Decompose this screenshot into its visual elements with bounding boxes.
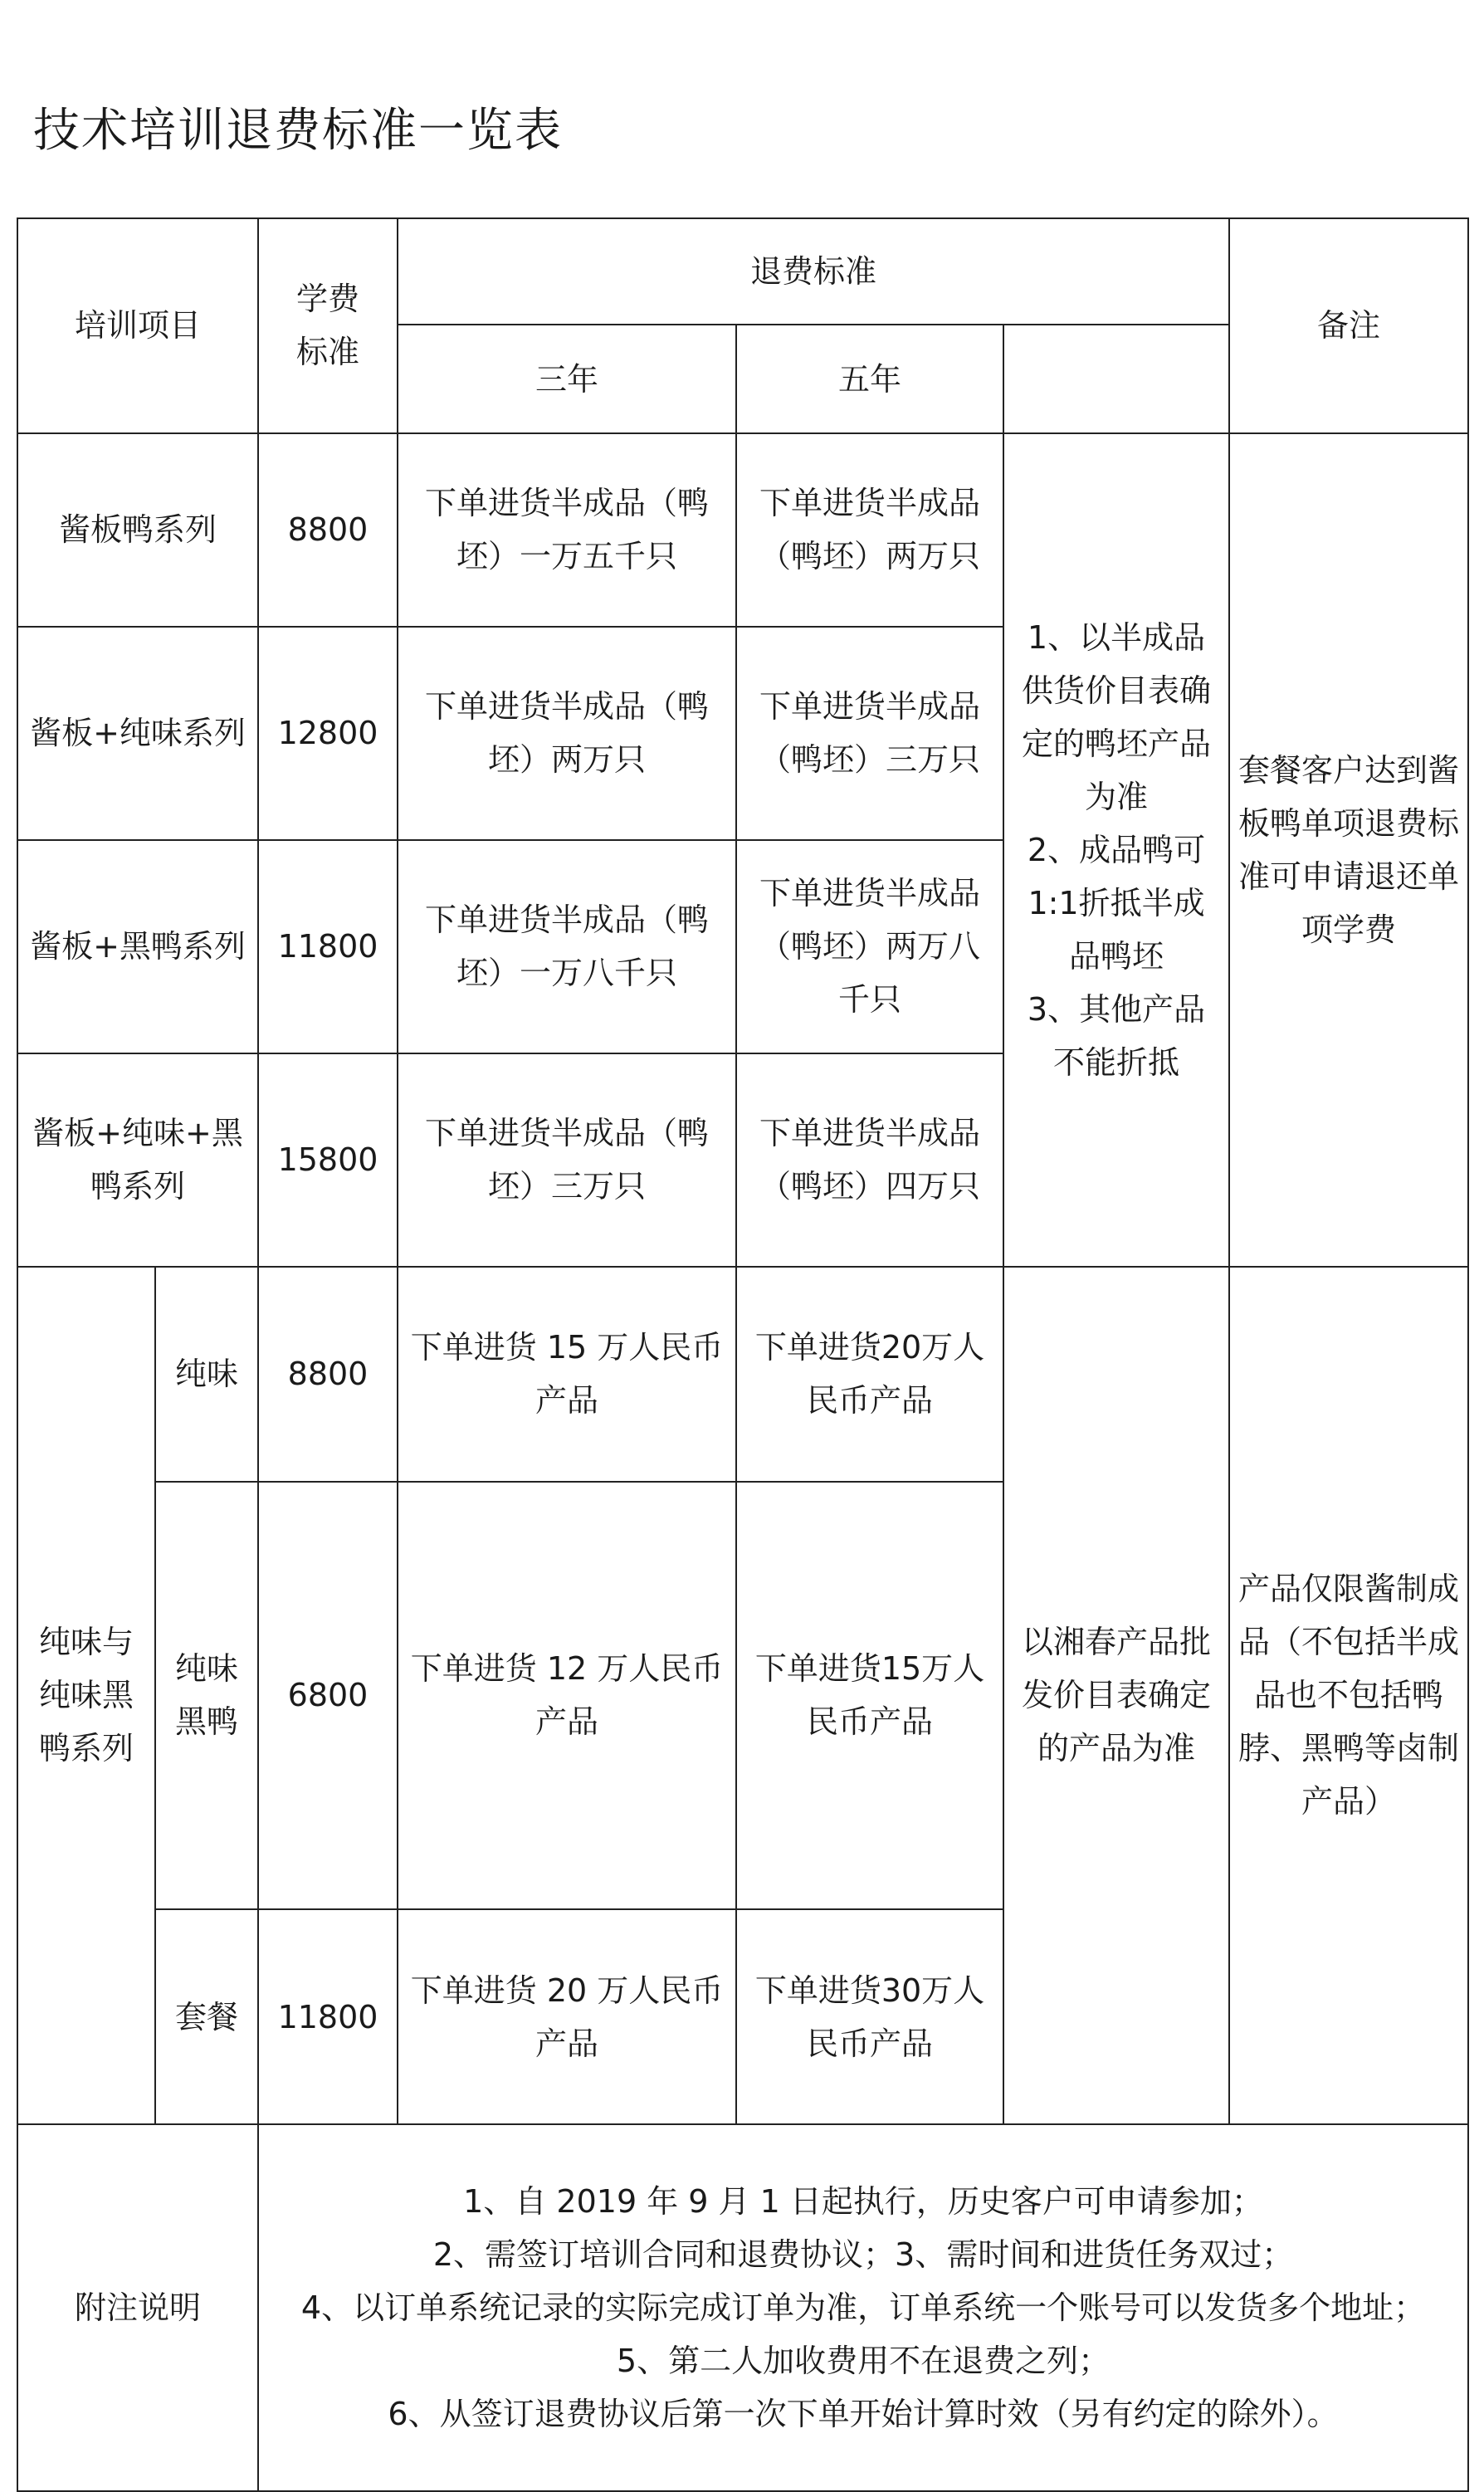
- header-refund-standard: 退费标准: [398, 218, 1229, 325]
- refund-three-years: 下单进货 12 万人民币产品: [398, 1482, 736, 1910]
- header-five-years: 五年: [736, 325, 1003, 432]
- group1-remark: 套餐客户达到酱板鸭单项退费标准可申请退还单项学费: [1229, 433, 1468, 1267]
- tuition-fee: 8800: [258, 1267, 398, 1482]
- table-row: [17, 433, 1468, 627]
- footer-note: 4、以订单系统记录的实际完成订单为准，订单系统一个账号可以发货多个地址；: [300, 2289, 1426, 2327]
- group2-name: 纯味与纯味黑鸭系列: [17, 1267, 155, 2125]
- footer-notes: [258, 2124, 1468, 2491]
- header-tuition: 学费 标准: [258, 218, 398, 433]
- project-name: 酱板+纯味+黑鸭系列: [17, 1053, 258, 1267]
- sub-project-name: 纯味: [155, 1267, 258, 1482]
- project-name: 酱板+黑鸭系列: [17, 840, 258, 1053]
- footer-note: 6、从签订退费协议后第一次下单开始计算时效（另有约定的除外）。: [388, 2396, 1339, 2433]
- refund-three-years: 下单进货半成品（鸭坯）一万八千只: [398, 840, 736, 1053]
- refund-five-years: 下单进货半成品（鸭坯）四万只: [736, 1053, 1003, 1267]
- header-project: 培训项目: [17, 218, 258, 433]
- sub-project-name: 套餐: [155, 1909, 258, 2124]
- tuition-fee: 12800: [258, 627, 398, 840]
- refund-three-years: 下单进货半成品（鸭坯）两万只: [398, 627, 736, 840]
- group2-rule: 以湘春产品批发价目表确定的产品为准: [1003, 1267, 1229, 2125]
- page-title: 技术培训退费标准一览表: [33, 104, 563, 158]
- refund-five-years: 下单进货半成品（鸭坯）两万八千只: [736, 840, 1003, 1053]
- project-name: 酱板+纯味系列: [17, 627, 258, 840]
- refund-five-years: 下单进货15万人民币产品: [736, 1482, 1003, 1910]
- refund-three-years: 下单进货半成品（鸭坯）三万只: [398, 1053, 736, 1267]
- refund-five-years: 下单进货半成品（鸭坯）三万只: [736, 627, 1003, 840]
- header-row-1: [17, 218, 1468, 325]
- refund-three-years: 下单进货 15 万人民币产品: [398, 1267, 736, 1482]
- group2-remark: 产品仅限酱制成品（不包括半成品也不包括鸭脖、黑鸭等卤制产品）: [1229, 1267, 1468, 2125]
- refund-three-years: 下单进货 20 万人民币产品: [398, 1909, 736, 2124]
- footer-note: 1、自 2019 年 9 月 1 日起执行，历史客户可申请参加；: [463, 2183, 1263, 2221]
- tuition-fee: 11800: [258, 1909, 398, 2124]
- footer-label: 附注说明: [17, 2124, 258, 2491]
- refund-five-years: 下单进货半成品（鸭坯）两万只: [736, 433, 1003, 627]
- header-empty: [1003, 325, 1229, 432]
- tuition-fee: 11800: [258, 840, 398, 1053]
- tuition-fee: 6800: [258, 1482, 398, 1910]
- sub-project-name: 纯味黑鸭: [155, 1482, 258, 1910]
- group1-rule: 1、以半成品供货价目表确定的鸭坯产品为准 2、成品鸭可1:1折抵半成品鸭坯 3、其他产品不能折抵: [1003, 433, 1229, 1267]
- footer-note: 2、需签订培训合同和退费协议；3、需时间和进货任务双过；: [432, 2236, 1294, 2274]
- footer-note: 5、第二人加收费用不在退费之列；: [616, 2343, 1111, 2380]
- tuition-fee: 15800: [258, 1053, 398, 1267]
- footer-row: [17, 2124, 1468, 2491]
- refund-three-years: 下单进货半成品（鸭坯）一万五千只: [398, 433, 736, 627]
- table-row: [17, 1267, 1468, 1482]
- header-three-years: 三年: [398, 325, 736, 432]
- refund-five-years: 下单进货30万人民币产品: [736, 1909, 1003, 2124]
- refund-five-years: 下单进货20万人民币产品: [736, 1267, 1003, 1482]
- header-remark: 备注: [1229, 218, 1468, 433]
- tuition-fee: 8800: [258, 433, 398, 627]
- project-name: 酱板鸭系列: [17, 433, 258, 627]
- refund-standard-table: [17, 217, 1469, 2492]
